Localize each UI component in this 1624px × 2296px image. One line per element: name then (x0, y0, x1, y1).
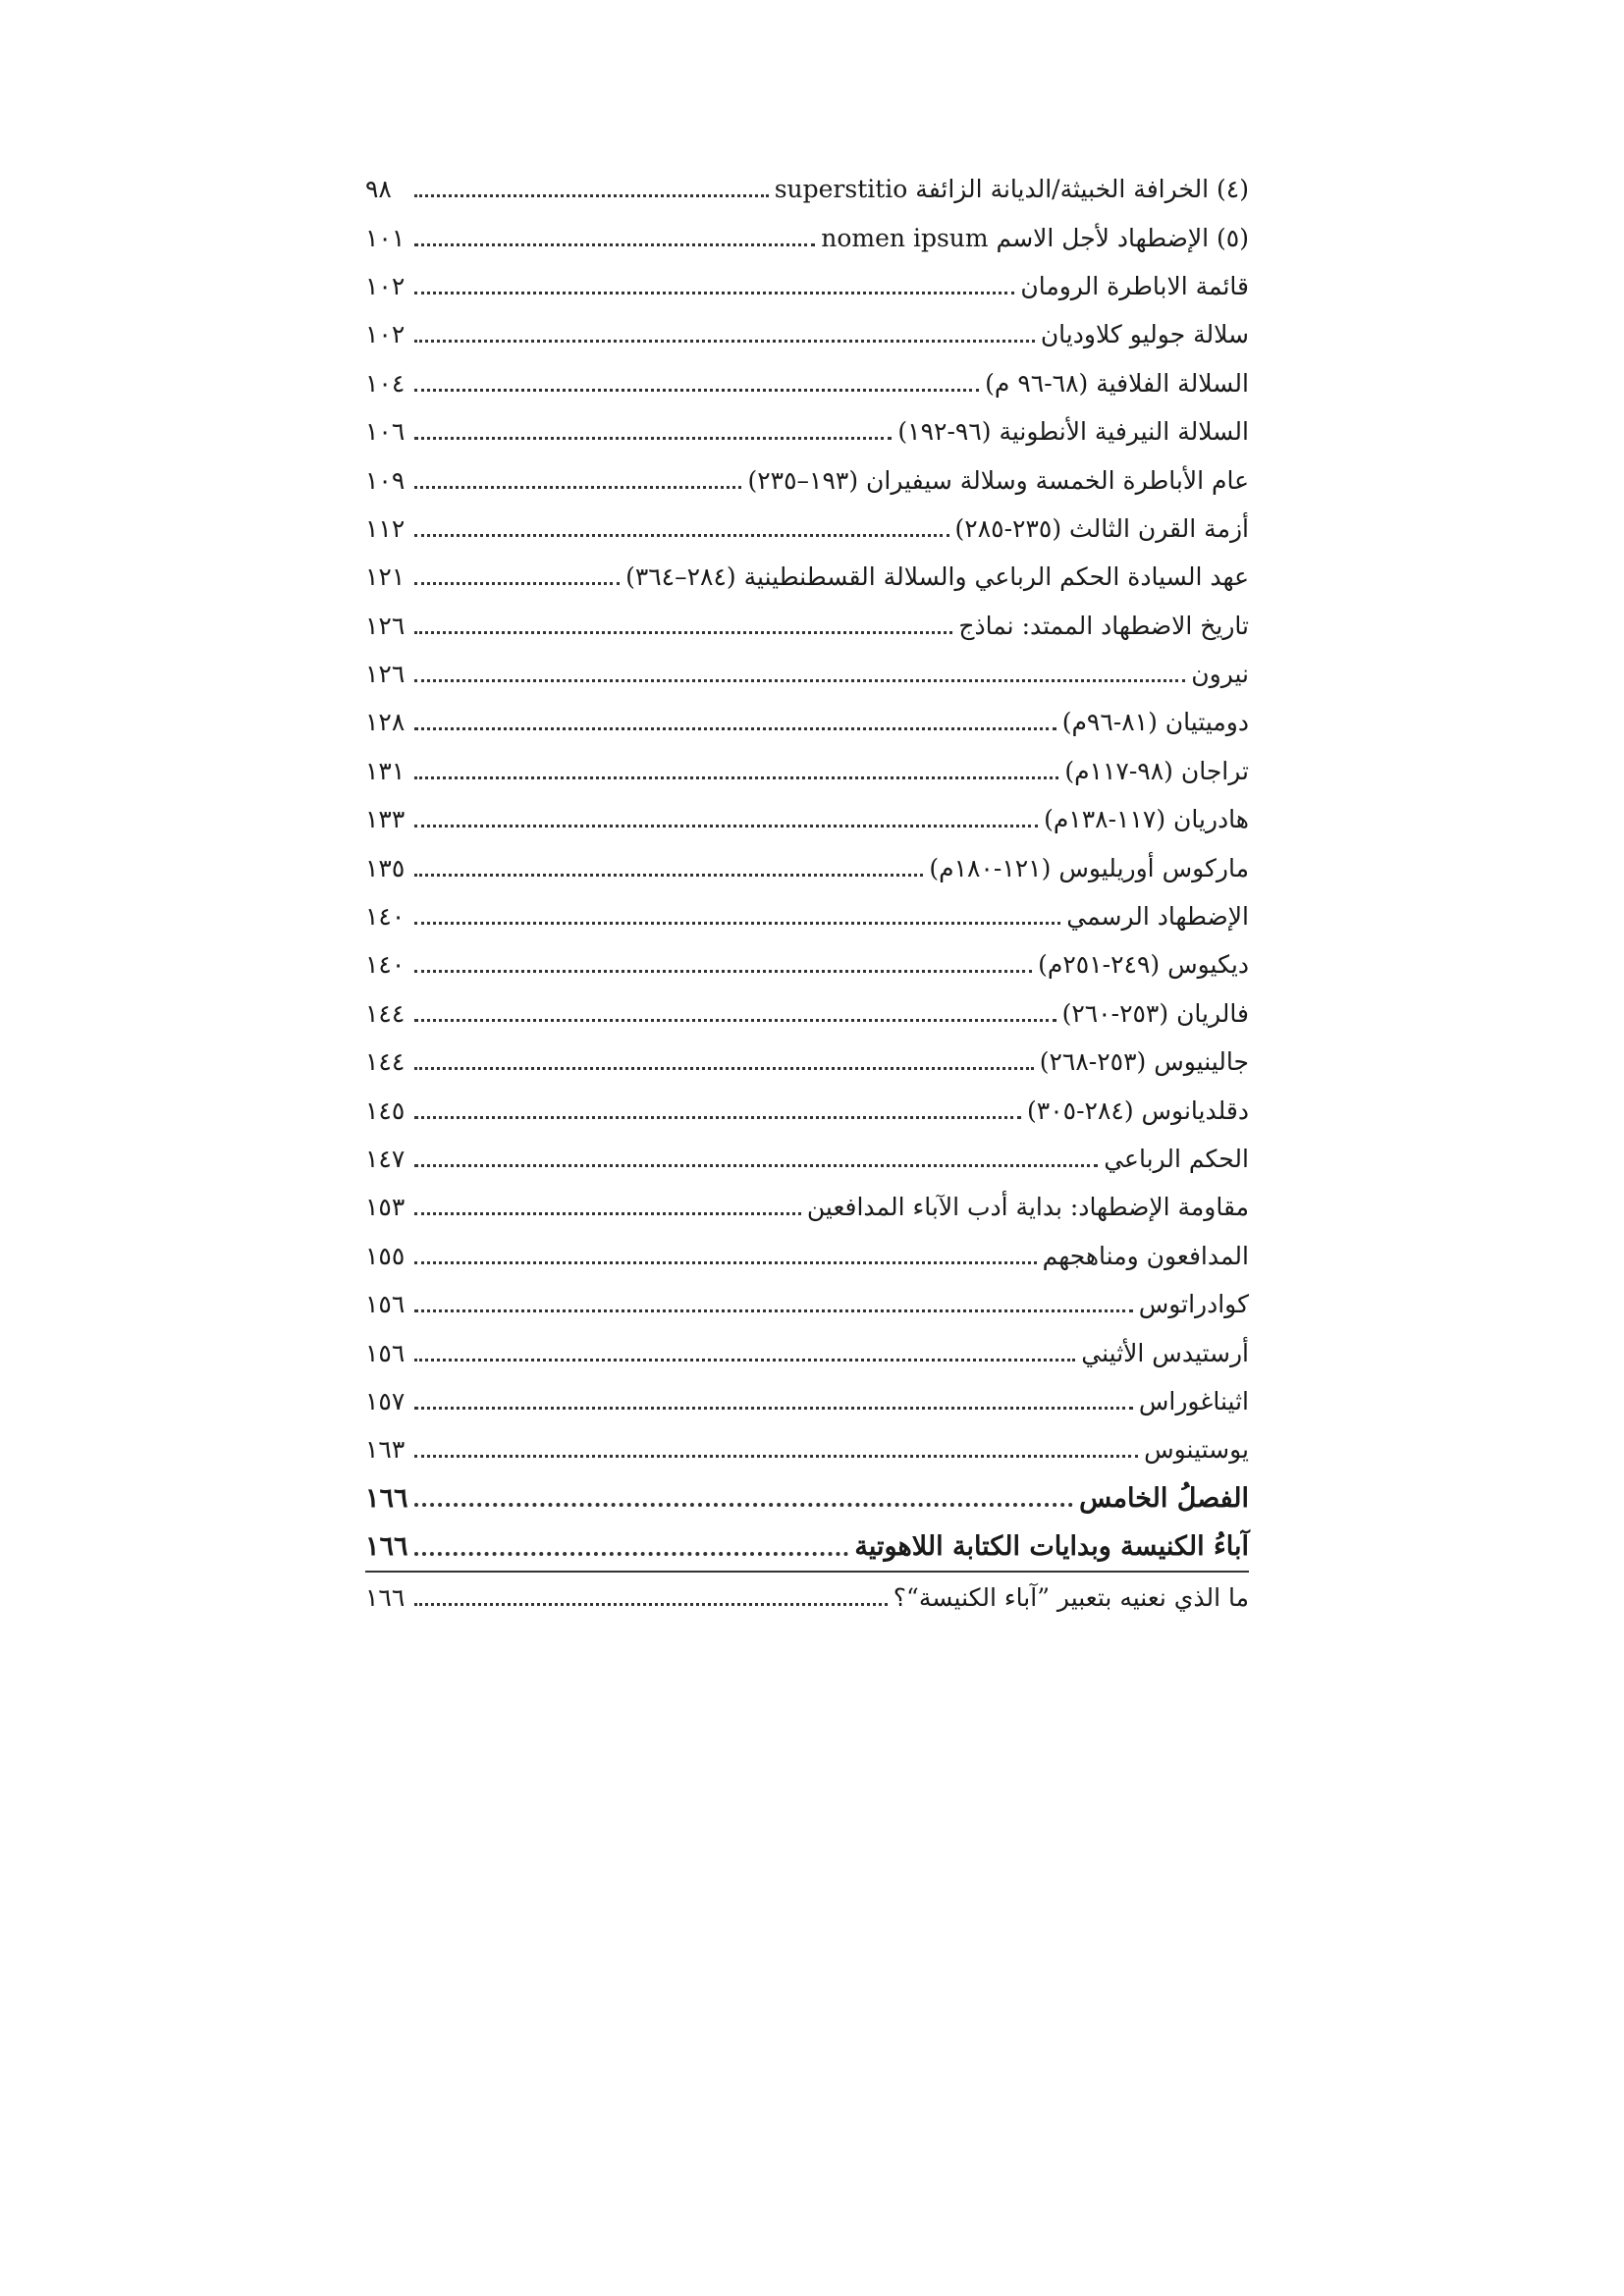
toc-entry-title: دوميتيان (٨١-٩٦م) (1061, 708, 1249, 737)
toc-entry-page-number: ١٥٦ (365, 1338, 406, 1367)
toc-entry-title: دقلديانوس (٢٨٤-٣٠٥) (1027, 1095, 1249, 1125)
dot-leader (414, 1212, 801, 1215)
toc-entry-page-number: ١٢١ (365, 562, 406, 592)
toc-entry[interactable] (365, 1377, 1249, 1425)
toc-entry[interactable] (365, 698, 1249, 746)
toc-entry-page-number: ١٥٥ (365, 1241, 406, 1270)
toc-entry-title: السلالة الفلافية (٦٨-٩٦ م) (985, 368, 1249, 398)
toc-entry-page-number: ١٤٠ (365, 950, 406, 980)
toc-entry[interactable] (365, 1232, 1249, 1280)
toc-entry[interactable] (365, 892, 1249, 940)
toc-entry[interactable] (365, 1086, 1249, 1134)
toc-entry[interactable] (365, 553, 1249, 601)
toc-entry-title: هادريان (١١٧-١٣٨م) (1044, 805, 1249, 834)
toc-entry-page-number: ١٦٣ (365, 1435, 406, 1465)
toc-entry-title: ديكيوس (٢٤٩-٢٥١م) (1038, 950, 1249, 980)
toc-entry-title: فالريان (٢٥٣-٢٦٠) (1061, 998, 1249, 1028)
toc-entry-page-number: ١٢٨ (365, 708, 406, 737)
toc-entry[interactable] (365, 602, 1249, 650)
toc-entry[interactable] (365, 213, 1249, 261)
dot-leader (414, 1019, 1056, 1022)
dot-leader (414, 922, 1060, 925)
toc-entry-page-number: ١٢٦ (365, 611, 406, 640)
toc-entry-title: قائمة الاباطرة الرومان (1020, 271, 1249, 300)
toc-entry-page-number: ١٠٤ (365, 368, 406, 398)
toc-entry-page-number: ١٥٧ (365, 1386, 406, 1415)
toc-entry-page-number: ١٠٦ (365, 417, 406, 447)
toc-entry-page-number: ١٤٧ (365, 1145, 406, 1173)
dot-leader (414, 486, 741, 489)
toc-entry-page-number: ١٣١ (365, 756, 406, 785)
toc-entry-title: (٤) الخرافة الخبيثة/الديانة الزائفة superstitio (774, 175, 1249, 204)
dot-leader (414, 825, 1038, 828)
dot-leader (414, 534, 949, 537)
toc-entry[interactable] (365, 310, 1249, 358)
toc-entry-page-number: ١٣٣ (365, 805, 406, 834)
toc-entry-page-number: ١٣٥ (365, 853, 406, 882)
toc-entry-title: ماركوس أوريليوس (١٢١-١٨٠م) (929, 853, 1249, 882)
toc-entry-title: (٥) الإضطهاد لأجل الاسم nomen ipsum (821, 223, 1249, 252)
dot-leader (414, 292, 1014, 294)
toc-chapter-heading[interactable] (365, 1474, 1249, 1522)
toc-chapter-heading[interactable] (365, 1522, 1249, 1571)
toc-entry-title: كوادراتوس (1138, 1290, 1249, 1319)
dot-leader (414, 776, 1058, 779)
dot-leader (414, 1309, 1133, 1312)
dot-leader (414, 340, 1035, 343)
toc-entry-title: عهد السيادة الحكم الرباعي والسلالة القسطنطينية (٢٨٤–٣٦٤) (625, 562, 1249, 592)
toc-entry-page-number: ١٢٦ (365, 660, 406, 689)
dot-leader (414, 1455, 1138, 1458)
toc-entry[interactable] (365, 1280, 1249, 1328)
toc-entry[interactable] (365, 1425, 1249, 1473)
toc-entry[interactable] (365, 455, 1249, 504)
toc-entry-title: آباءُ الكنيسة وبدايات الكتابة اللاهوتية (854, 1531, 1249, 1563)
toc-entry-title: عام الأباطرة الخمسة وسلالة سيفيران (١٩٣–٢٣٥) (747, 465, 1249, 495)
dot-leader (414, 1067, 1034, 1070)
toc-entry-page-number: ١٠٢ (365, 271, 406, 300)
dot-leader (414, 679, 1185, 682)
toc-entry[interactable] (365, 795, 1249, 843)
toc-entry[interactable] (365, 359, 1249, 407)
dot-leader (414, 1116, 1021, 1119)
toc-entry-page-number: ١٠٩ (365, 465, 406, 495)
dot-leader (414, 1359, 1075, 1362)
toc-entry-page-number: ١٤٤ (365, 998, 406, 1028)
toc-entry-page-number: ١٦٦ (365, 1582, 406, 1612)
dot-leader (414, 437, 892, 440)
dot-leader (414, 1164, 1098, 1167)
toc-entry[interactable] (365, 989, 1249, 1038)
toc-entry[interactable] (365, 505, 1249, 553)
dot-leader (414, 727, 1056, 730)
dot-leader (414, 631, 952, 634)
toc-entry-title: تاريخ الاضطهاد الممتد: نماذج (958, 611, 1249, 640)
toc-entry-title: ما الذي نعنيه بتعبير ”آباء الكنيسة“؟ (893, 1582, 1249, 1612)
toc-entry[interactable] (365, 747, 1249, 795)
dot-leader (414, 874, 923, 877)
toc-entry[interactable] (365, 165, 1249, 213)
toc-entry-page-number: ١٤٥ (365, 1095, 406, 1125)
toc-entry[interactable] (365, 940, 1249, 988)
toc-entry-title: مقاومة الإضطهاد: بداية أدب الآباء المدافعين (806, 1193, 1249, 1222)
toc-entry[interactable] (365, 1328, 1249, 1376)
toc-entry-title: جالينيوس (٢٥٣-٢٦٨) (1039, 1047, 1249, 1077)
toc-entry-title: السلالة النيرفية الأنطونية (٩٦-١٩٢) (897, 417, 1249, 447)
dot-leader (414, 1407, 1133, 1410)
toc-entry-page-number: ١٠١ (365, 223, 406, 252)
toc-entry-page-number: ١٥٦ (365, 1290, 406, 1319)
toc-entry-page-number: ١١٢ (365, 513, 406, 543)
dot-leader (414, 1261, 1037, 1264)
toc-entry[interactable] (365, 262, 1249, 310)
toc-entry[interactable] (365, 1183, 1249, 1231)
dot-leader (414, 1552, 848, 1556)
toc-entry-title: الإضطهاد الرسمي (1066, 902, 1249, 932)
toc-entry-page-number: ١٤٤ (365, 1047, 406, 1077)
dot-leader (414, 243, 815, 246)
toc-entry-title: نيرون (1191, 660, 1249, 689)
toc-entry-title: تراجان (٩٨-١١٧م) (1064, 756, 1249, 785)
dot-leader (414, 970, 1032, 973)
toc-entry[interactable] (365, 1571, 1249, 1621)
toc-entry-page-number: ٩٨ (365, 175, 392, 204)
toc-entry-title: الفصلُ الخامس (1079, 1482, 1249, 1514)
toc-entry-title: أزمة القرن الثالث (٢٣٥-٢٨٥) (954, 513, 1249, 543)
dot-leader (414, 1503, 1073, 1507)
toc-entry-title: الحكم الرباعي (1104, 1145, 1249, 1173)
toc-entry[interactable] (365, 407, 1249, 455)
toc-entry[interactable] (365, 650, 1249, 698)
toc-entry-title: المدافعون ومناهجهم (1042, 1241, 1249, 1270)
toc-entry-page-number: ١٦٦ (365, 1531, 408, 1563)
toc-entry-page-number: ١٦٦ (365, 1482, 408, 1514)
toc-entry-title: سلالة جوليو كلاوديان (1040, 320, 1249, 349)
toc-entry-page-number: ١٤٠ (365, 902, 406, 932)
toc-entry-title: اثيناغوراس (1138, 1386, 1249, 1415)
dot-leader (414, 582, 620, 585)
toc-entry-page-number: ١٠٢ (365, 320, 406, 349)
toc-entry-title: أرستيدس الأثيني (1081, 1338, 1249, 1367)
toc-entry[interactable] (365, 1038, 1249, 1086)
dot-leader (414, 1603, 888, 1606)
toc-entry-page-number: ١٥٣ (365, 1193, 406, 1222)
toc-entry-title: يوستينوس (1144, 1435, 1249, 1465)
table-of-contents (365, 165, 1249, 1622)
toc-entry[interactable] (365, 1135, 1249, 1183)
dot-leader (414, 194, 769, 197)
dot-leader (414, 389, 979, 392)
toc-entry[interactable] (365, 843, 1249, 891)
